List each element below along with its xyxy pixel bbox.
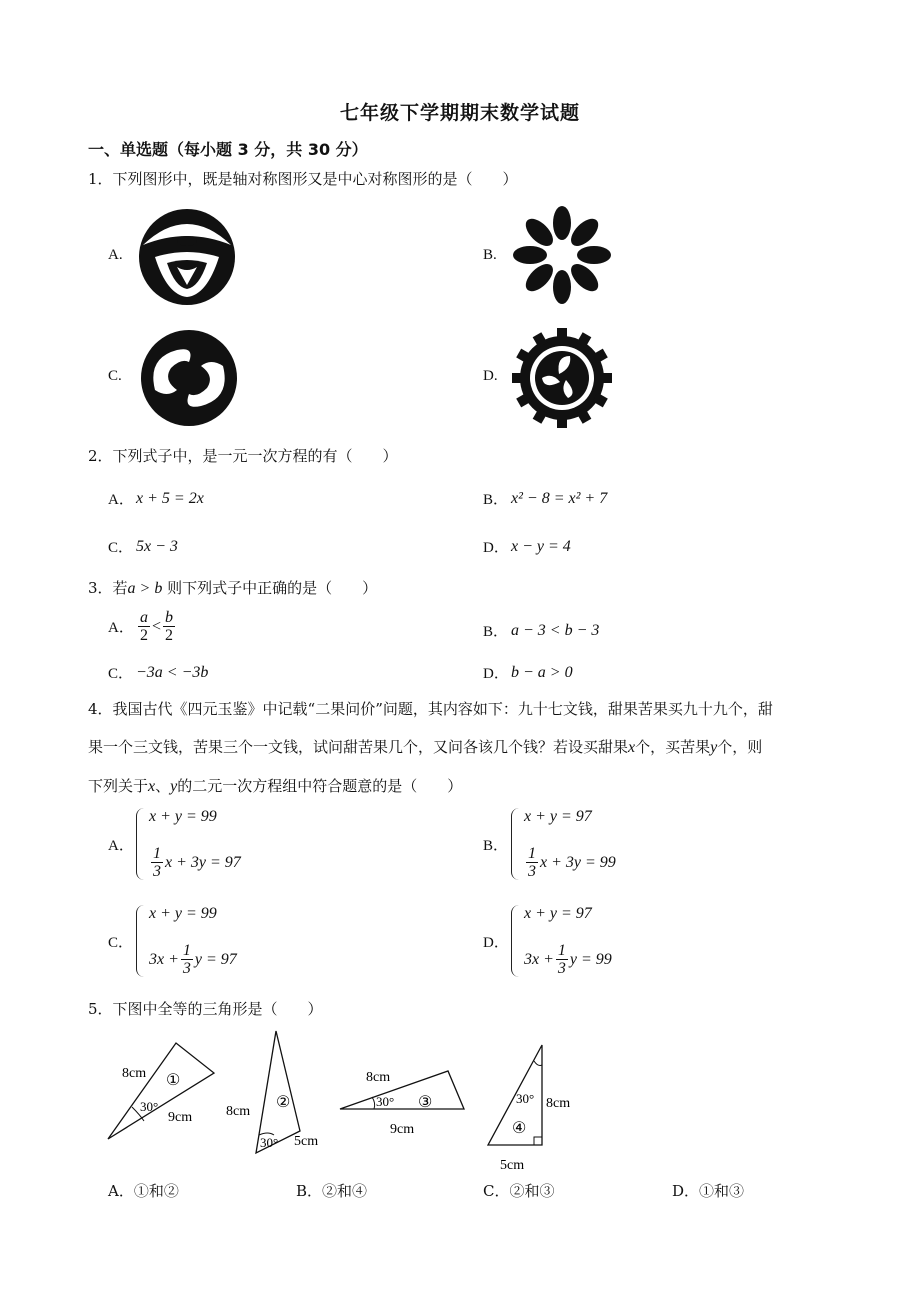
q3-option-c-label: C． [108,666,134,682]
t1-id: ① [166,1072,181,1089]
t4-id: ④ [512,1120,527,1137]
q5-option-d[interactable] [672,1180,744,1201]
q4b-eq2-tail: x + 3y = 99 [540,853,616,871]
q1-option-b-label: B. [483,247,497,263]
question-5-stem: 5．下图中全等的三角形是（ ） [88,1000,323,1018]
q4-line-3-a: 下列关于 [88,777,149,795]
q2-option-a-label: A． [108,492,134,508]
q2-option-b-label: B． [483,492,509,508]
q3-option-a-math [136,609,177,644]
q4a-eq1: x + y = 99 [149,808,217,825]
brace-icon [136,905,145,977]
question-3-stem [88,577,377,600]
q4-line-3-b: 、 [155,777,171,795]
t2-side-a: 8cm [226,1104,251,1119]
q4a-frac-num: 1 [153,845,161,862]
q3-frac-a-num: a [140,609,148,626]
q5-option-b-label: B． [296,1182,323,1200]
q4d-eq2-tail: y = 99 [569,950,612,968]
q5-option-b[interactable] [296,1180,367,1201]
q4a-frac-den: 3 [153,863,161,880]
question-1-stem: 1．下列图形中，既是轴对称图形又是中心对称图形的是（ ） [88,170,518,188]
triangle-3 [340,1070,464,1137]
q2-option-d[interactable] [483,536,571,557]
q4b-frac-num: 1 [528,845,536,862]
q3-option-d-math: b − a > 0 [511,663,573,681]
q3-fraction-b [163,609,175,644]
q3-option-c-math: −3a < −3b [136,663,209,681]
q4-var-x-2: x [148,778,156,795]
q4d-eq1: x + y = 97 [524,905,592,922]
q2-option-c[interactable] [108,536,178,557]
q5-option-a-text: ①和② [133,1182,179,1200]
q4-line-3 [88,767,868,806]
q3-stem-suffix: 则下列式子中正确的是（ ） [162,579,378,597]
q4-line-2-c: 个，则 [717,738,763,756]
q4a-eq2-tail: x + 3y = 97 [165,853,241,871]
q4a-eq2 [149,845,241,880]
q2-option-b-math: x² − 8 = x² + 7 [511,489,608,507]
q3-option-b-math: a − 3 < b − 3 [511,621,600,639]
q5-option-c-label: C． [483,1182,510,1200]
page-title: 七年级下学期期末数学试题 [339,102,580,124]
q4-system-b [511,808,616,880]
triangle-2 [226,1031,318,1153]
q5-option-c-text: ②和③ [509,1182,555,1200]
t1-side-a: 8cm [122,1066,147,1081]
q3-frac-b-den: 2 [165,627,174,644]
q3-option-b[interactable] [483,620,599,641]
triangle-1 [108,1043,214,1139]
q1-option-d[interactable] [483,368,511,385]
q5-option-b-text: ②和④ [322,1182,368,1200]
q4-system-a [136,808,241,880]
t2-angle: 30° [260,1135,279,1150]
q3-option-a-label: A． [108,620,134,636]
q4c-frac-den: 3 [182,960,191,977]
q1-option-d-label: D. [483,368,498,384]
q3-frac-b-num: b [165,609,174,626]
q2-option-a-math: x + 5 = 2x [136,489,204,507]
brace-icon [511,905,520,977]
flower-petals-icon [512,205,612,305]
q4-line-2-b: 个，买苦果 [635,738,711,756]
q1-option-a[interactable] [108,247,136,264]
q4-system-c [136,905,237,977]
gear-leaf-icon [512,328,612,428]
q3-option-b-label: B． [483,624,509,640]
q4c-eq2 [149,942,237,977]
q1-option-b[interactable] [483,247,511,264]
q4d-eq2 [524,942,612,977]
q4-line-1: 4．我国古代《四元玉鉴》中记载“二果问价”问题，其内容如下：九十七文钱，甜果苦果买九十九个，甜 [88,700,773,718]
q4b-eq1: x + y = 97 [524,808,592,825]
t1-side-b: 9cm [168,1110,193,1125]
q4-option-c-label: C． [108,934,134,951]
t3-side-b: 9cm [390,1122,415,1137]
q1-option-a-label: A. [108,247,123,263]
q5-option-c[interactable] [483,1180,555,1201]
q4-line-3-c: 的二元一次方程组中符合题意的是（ ） [177,777,463,795]
q1-option-c[interactable] [108,368,136,385]
q4-var-y-2: y [170,778,178,795]
q3-lt-sign: < [152,617,162,635]
q3-stem-math: a > b [127,580,163,597]
question-4-stem [88,690,868,806]
triangles-figure [104,1027,576,1175]
q3-fraction-a [138,609,150,644]
q4-var-x: x [628,739,636,756]
q5-option-d-text: ①和③ [699,1182,745,1200]
t3-id: ③ [418,1094,433,1111]
q4-option-b[interactable] [483,808,616,880]
q4d-eq2-lead: 3x + [524,950,554,968]
q3-stem-prefix: 3．若 [88,579,128,597]
q2-option-c-math: 5x − 3 [136,537,178,555]
q4-option-a-label: A． [108,837,134,854]
q4-var-y: y [710,739,718,756]
q4-option-b-label: B． [483,837,509,854]
q4-option-a[interactable] [108,808,241,880]
q4-option-c[interactable] [108,905,237,977]
t3-angle: 30° [376,1094,395,1109]
brace-icon [511,808,520,880]
q3-option-d[interactable] [483,662,573,683]
swirl-circle-icon [137,328,241,428]
q2-option-d-math: x − y = 4 [511,537,571,555]
t2-side-b: 5cm [294,1134,319,1149]
t4-side-a: 8cm [546,1096,571,1111]
q4c-eq2-tail: y = 97 [194,950,237,968]
t3-side-a: 8cm [366,1070,391,1085]
q3-option-d-label: D． [483,666,509,682]
q2-option-a[interactable] [108,488,204,509]
logo-emblem-icon [137,207,237,307]
q3-option-a[interactable] [108,609,177,644]
q4d-frac-num: 1 [557,942,566,959]
q2-option-c-label: C． [108,540,134,556]
q4c-eq2-lead: 3x + [149,950,179,968]
q4-system-d [511,905,612,977]
q5-option-a[interactable] [108,1180,179,1201]
t2-id: ② [276,1094,291,1111]
q4c-eq1: x + y = 99 [149,905,217,922]
q4d-frac-den: 3 [557,960,566,977]
t4-angle: 30° [516,1091,535,1106]
q5-option-d-label: D． [672,1182,700,1200]
q2-option-d-label: D． [483,540,509,556]
q4c-frac-num: 1 [182,942,191,959]
q4-line-2-a: 果一个三文钱，苦果三个一文钱，试问甜苦果几个，又问各该几个钱？若设买甜果 [88,738,629,756]
q5-option-a-label: A． [108,1182,134,1200]
q1-option-c-label: C. [108,368,122,384]
q4-option-d[interactable] [483,905,612,977]
t4-side-b: 5cm [500,1158,525,1173]
q3-frac-a-den: 2 [140,627,148,644]
q4b-eq2 [524,845,616,880]
q4-line-2 [88,728,868,767]
q4-option-d-label: D． [483,934,509,951]
q3-option-c[interactable] [108,662,208,683]
q2-option-b[interactable] [483,488,607,509]
q4b-frac-den: 3 [528,863,536,880]
t1-angle: 30° [140,1099,159,1114]
section-heading: 一、单选题（每小题 3 分，共 30 分） [88,140,368,159]
brace-icon [136,808,145,880]
triangle-4 [488,1045,570,1173]
question-2-stem: 2．下列式子中，是一元一次方程的有（ ） [88,447,398,465]
